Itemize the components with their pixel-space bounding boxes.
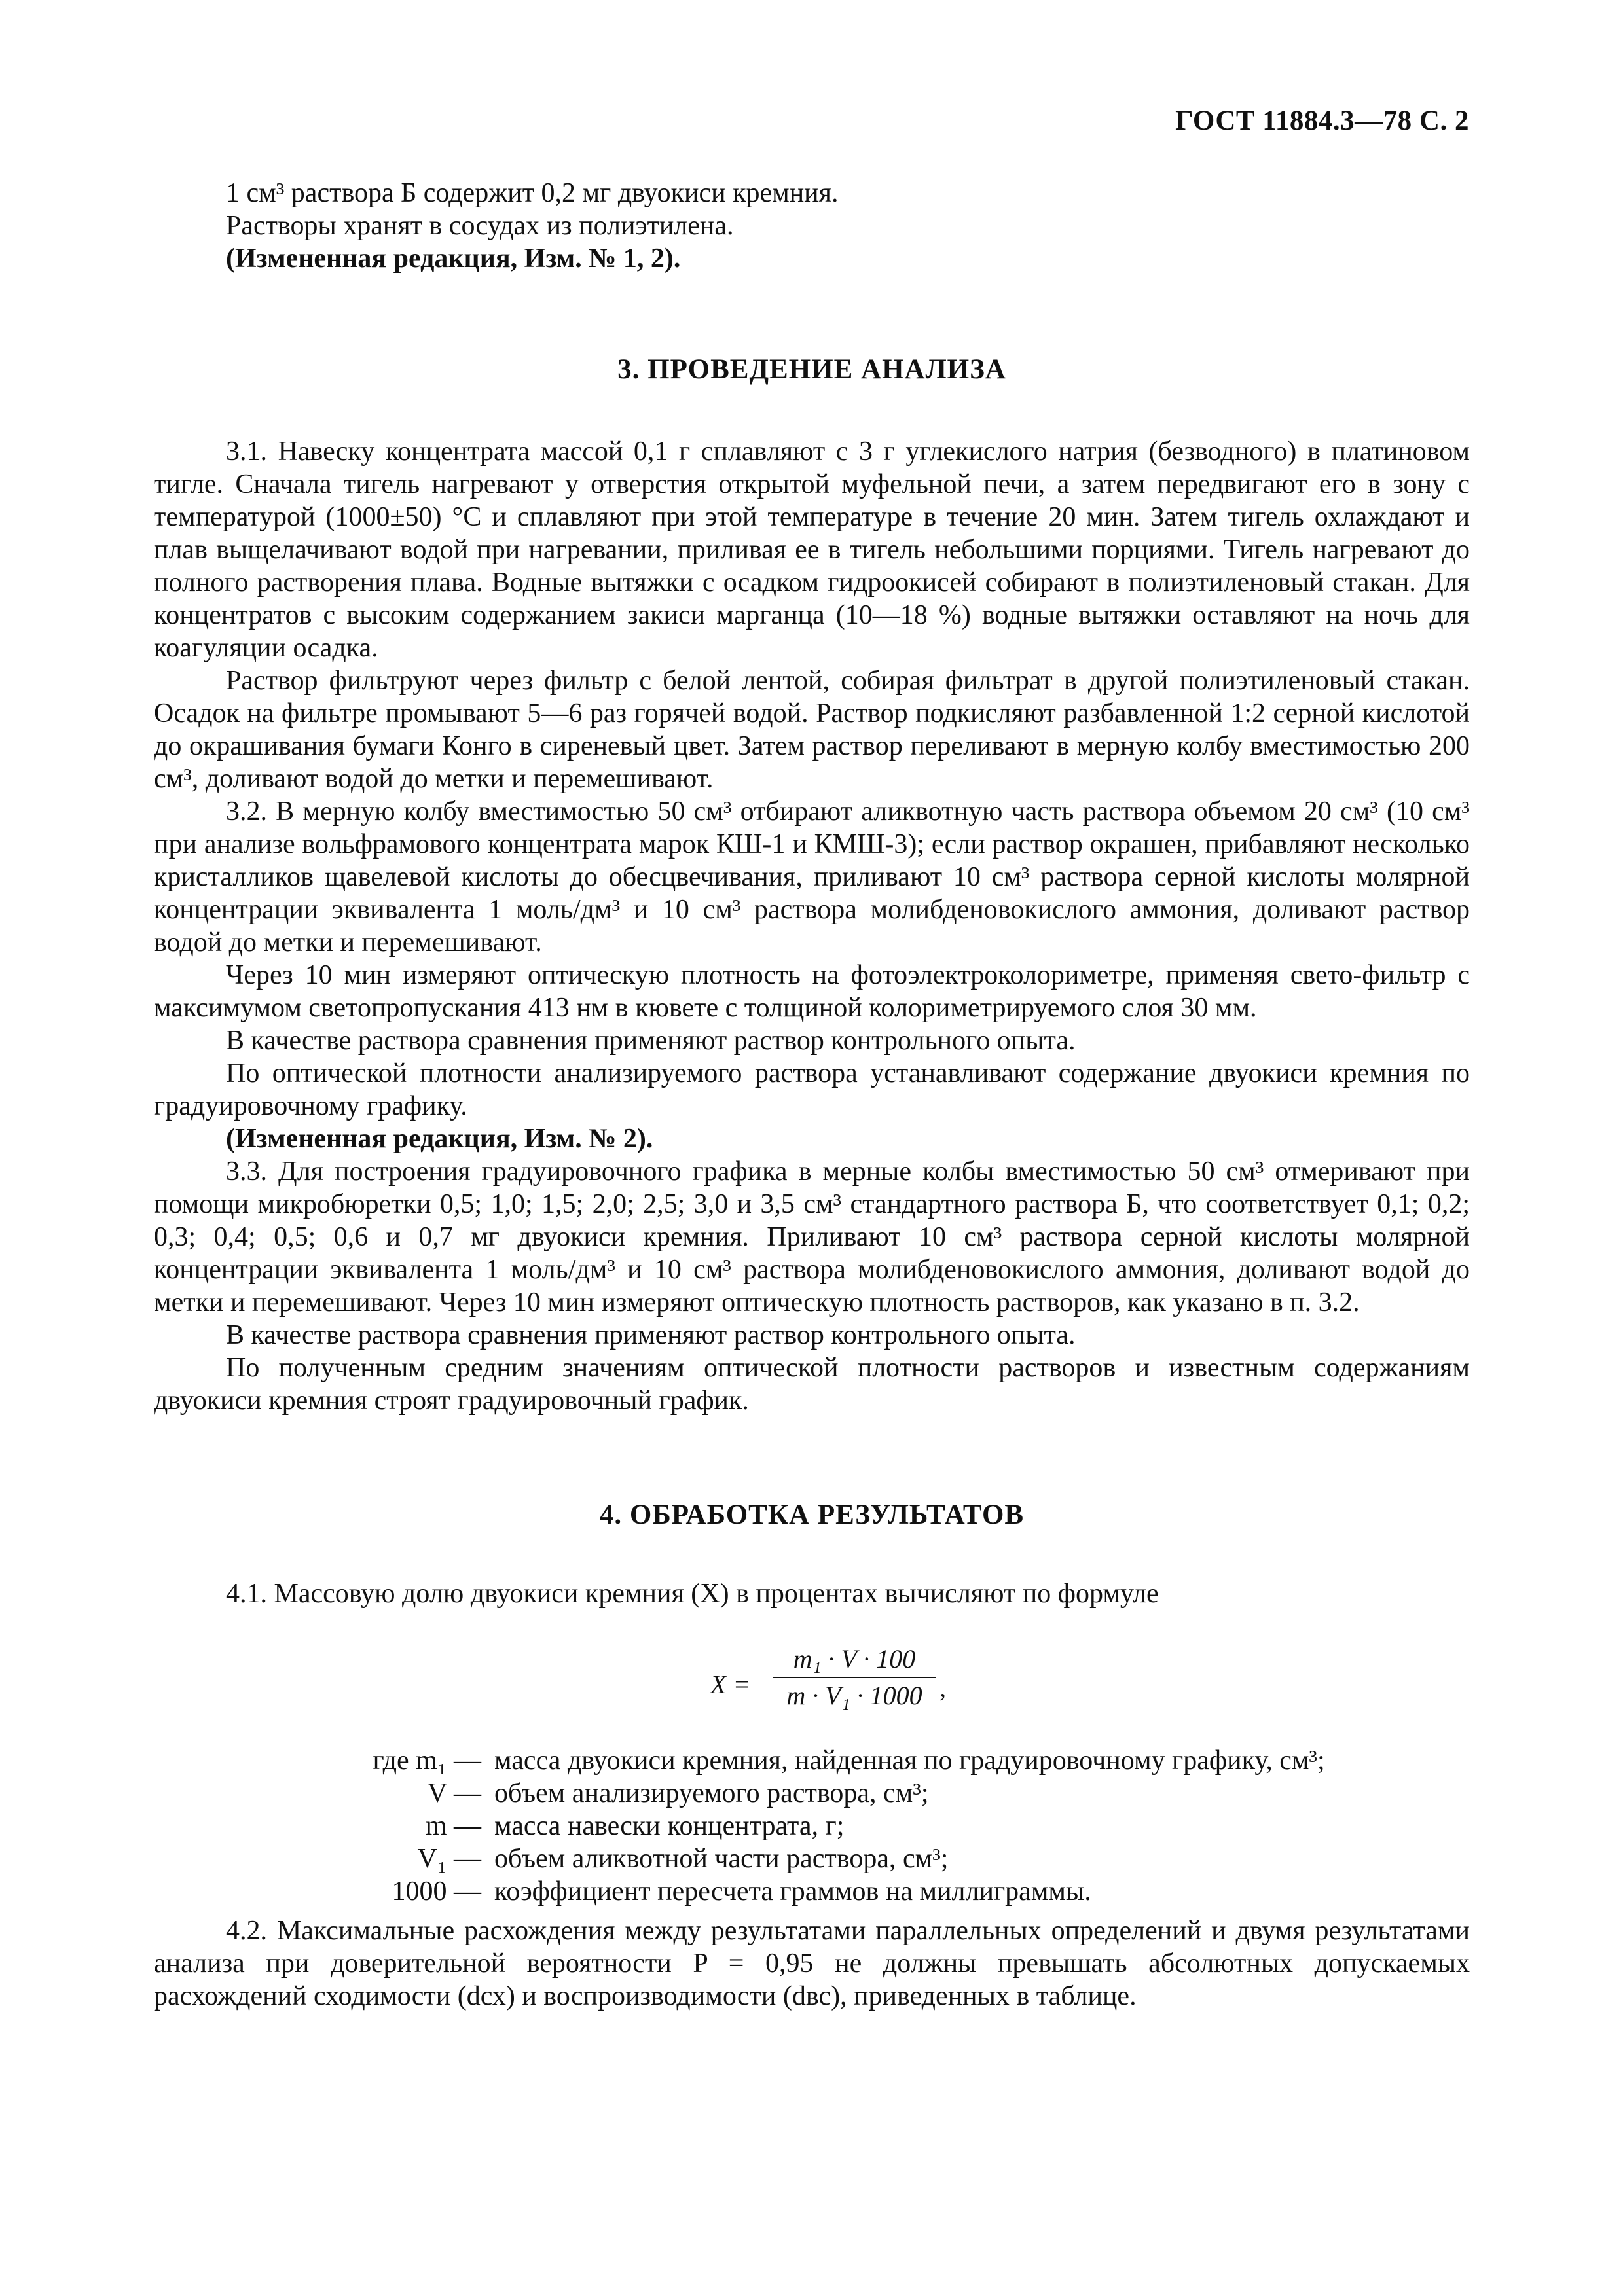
formula-denominator: m · V₁ · 1000 xyxy=(786,1681,922,1710)
formula-lhs: X = xyxy=(710,1670,751,1699)
paragraph-3-3-b: В качестве раствора сравнения применяют раствор контрольного опыта. xyxy=(226,1320,1076,1350)
intro-amendment: (Измененная редакция, Изм. № 1, 2). xyxy=(226,243,681,274)
legend-symbol: где m₁ — xyxy=(373,1746,481,1776)
legend-symbol: 1000 — xyxy=(392,1876,481,1907)
paragraph-3-1-b: Раствор фильтруют через фильтр с белой лентой, собирая фильтрат в другой полиэтиленовый стакан. Осадок на фильтре промывают 5—6 раз горячей водой. Раствор подкисляют разбавленной 1:2 серной кислотой до окрашивания бумаги Конго в сиреневый цвет. Затем раствор переливают в мерную колбу вместимостью 200 см³, доливают водой до метки и перемешивают. xyxy=(154,666,1470,794)
section-4-title: 4. ОБРАБОТКА РЕЗУЛЬТАТОВ xyxy=(599,1499,1025,1530)
paragraph-3-2-b: Через 10 мин измеряют оптическую плотность на фотоэлектроколориметре, применяя свето-фильтр с максимумом светопропускания 413 нм в кювете с толщиной колориметрируемого слоя 30 мм. xyxy=(154,960,1470,1023)
legend-description: коэффициент пересчета граммов на миллиграммы. xyxy=(494,1876,1091,1907)
legend-row xyxy=(154,1744,1470,1777)
legend-row xyxy=(154,1777,1470,1810)
section-3-amendment: (Измененная редакция, Изм. № 2). xyxy=(226,1124,653,1154)
formula-comma: , xyxy=(939,1673,946,1702)
paragraph-4-1: 4.1. Массовую долю двуокиси кремния (X) в процентах вычисляют по формуле xyxy=(226,1579,1159,1609)
legend-symbol: V — xyxy=(427,1778,481,1808)
legend-symbol: m — xyxy=(425,1811,481,1841)
legend-description: объем аликвотной части раствора, см³; xyxy=(494,1844,949,1874)
intro-line-1: 1 см³ раствора Б содержит 0,2 мг двуокиси кремния. xyxy=(226,178,839,208)
paragraph-3-3-c: По полученным средним значениям оптической плотности растворов и известным содержаниям двуокиси кремния строят градуировочный график. xyxy=(154,1353,1470,1416)
fraction-bar xyxy=(773,1677,936,1678)
intro-block xyxy=(154,177,1470,275)
page-header: ГОСТ 11884.3—78 С. 2 xyxy=(1175,105,1469,136)
legend-symbol: V₁ — xyxy=(417,1844,481,1874)
section-3-body xyxy=(154,435,1470,1417)
section-3-title: 3. ПРОВЕДЕНИЕ АНАЛИЗА xyxy=(617,354,1006,385)
section-4-intro xyxy=(154,1577,1470,1610)
paragraph-3-3: 3.3. Для построения градуировочного графика в мерные колбы вместимостью 50 см³ отмеривают при помощи микробюретки 0,5; 1,0; 1,5; 2,0; 2,5; 3,0 и 3,5 см³ стандартного раствора Б, что соответствует 0,1; 0,2; 0,3; 0,4; 0,5; 0,6 и 0,7 мг двуокиси кремния. Приливают 10 см³ раствора серной кислоты молярной концентрации эквивалента 1 моль/дм³ и 10 см³ раствора молибденовокислого аммония, доливают водой до метки и перемешивают. Через 10 мин измеряют оптическую плотность растворов, как указано в п. 3.2. xyxy=(154,1157,1470,1318)
intro-line-2: Растворы хранят в сосудах из полиэтилена. xyxy=(226,211,734,241)
formula-legend xyxy=(154,1744,1470,1908)
formula-numerator: m₁ · V · 100 xyxy=(793,1644,916,1674)
formula-fraction xyxy=(773,1643,936,1712)
paragraph-3-2-d: По оптической плотности анализируемого раствора устанавливают содержание двуокиси кремния по градуировочному графику. xyxy=(154,1058,1470,1121)
legend-row xyxy=(154,1842,1470,1875)
silica-formula xyxy=(697,1643,959,1721)
paragraph-3-1: 3.1. Навеску концентрата массой 0,1 г сплавляют с 3 г углекислого натрия (безводного) в платиновом тигле. Сначала тигель нагревают у отверстия открытой муфельной печи, а затем передвигают его в зону с температурой (1000±50) °С и сплавляют при этой температуре в течение 20 мин. Затем тигель охлаждают и плав выщелачивают водой при нагревании, приливая ее в тигель небольшими порциями. Тигель нагревают до полного растворения плава. Водные вытяжки с осадком гидроокисей собирают в полиэтиленовый стакан. Для концентратов с высоким содержанием закиси марганца (10—18 %) водные вытяжки оставляют на ночь для коагуляции осадка. xyxy=(154,437,1470,663)
paragraph-3-2: 3.2. В мерную колбу вместимостью 50 см³ отбирают аликвотную часть раствора объемом 20 см³ (10 см³ при анализе вольфрамового концентрата марок КШ-1 и КМШ-3); если раствор окрашен, прибавляют несколько кристалликов щавелевой кислоты до обесцвечивания, приливают 10 см³ раствора серной кислоты молярной концентрации эквивалента 1 моль/дм³ и 10 см³ раствора молибденовокислого аммония, доливают раствор водой до метки и перемешивают. xyxy=(154,797,1470,958)
legend-description: масса навески концентрата, г; xyxy=(494,1811,845,1841)
legend-row xyxy=(154,1875,1470,1908)
legend-description: объем анализируемого раствора, см³; xyxy=(494,1778,929,1808)
section-4-2 xyxy=(154,1914,1470,2013)
paragraph-4-2: 4.2. Максимальные расхождения между результатами параллельных определений и двумя результатами анализа при доверительной вероятности P = 0,95 не должны превышать абсолютных допускаемых расхождений сходимости (dсх) и воспроизводимости (dвс), приведенных в таблице. xyxy=(154,1916,1470,2011)
legend-description: масса двуокиси кремния, найденная по градуировочному графику, см³; xyxy=(494,1746,1325,1776)
paragraph-3-2-c: В качестве раствора сравнения применяют раствор контрольного опыта. xyxy=(226,1026,1076,1056)
legend-row xyxy=(154,1810,1470,1842)
